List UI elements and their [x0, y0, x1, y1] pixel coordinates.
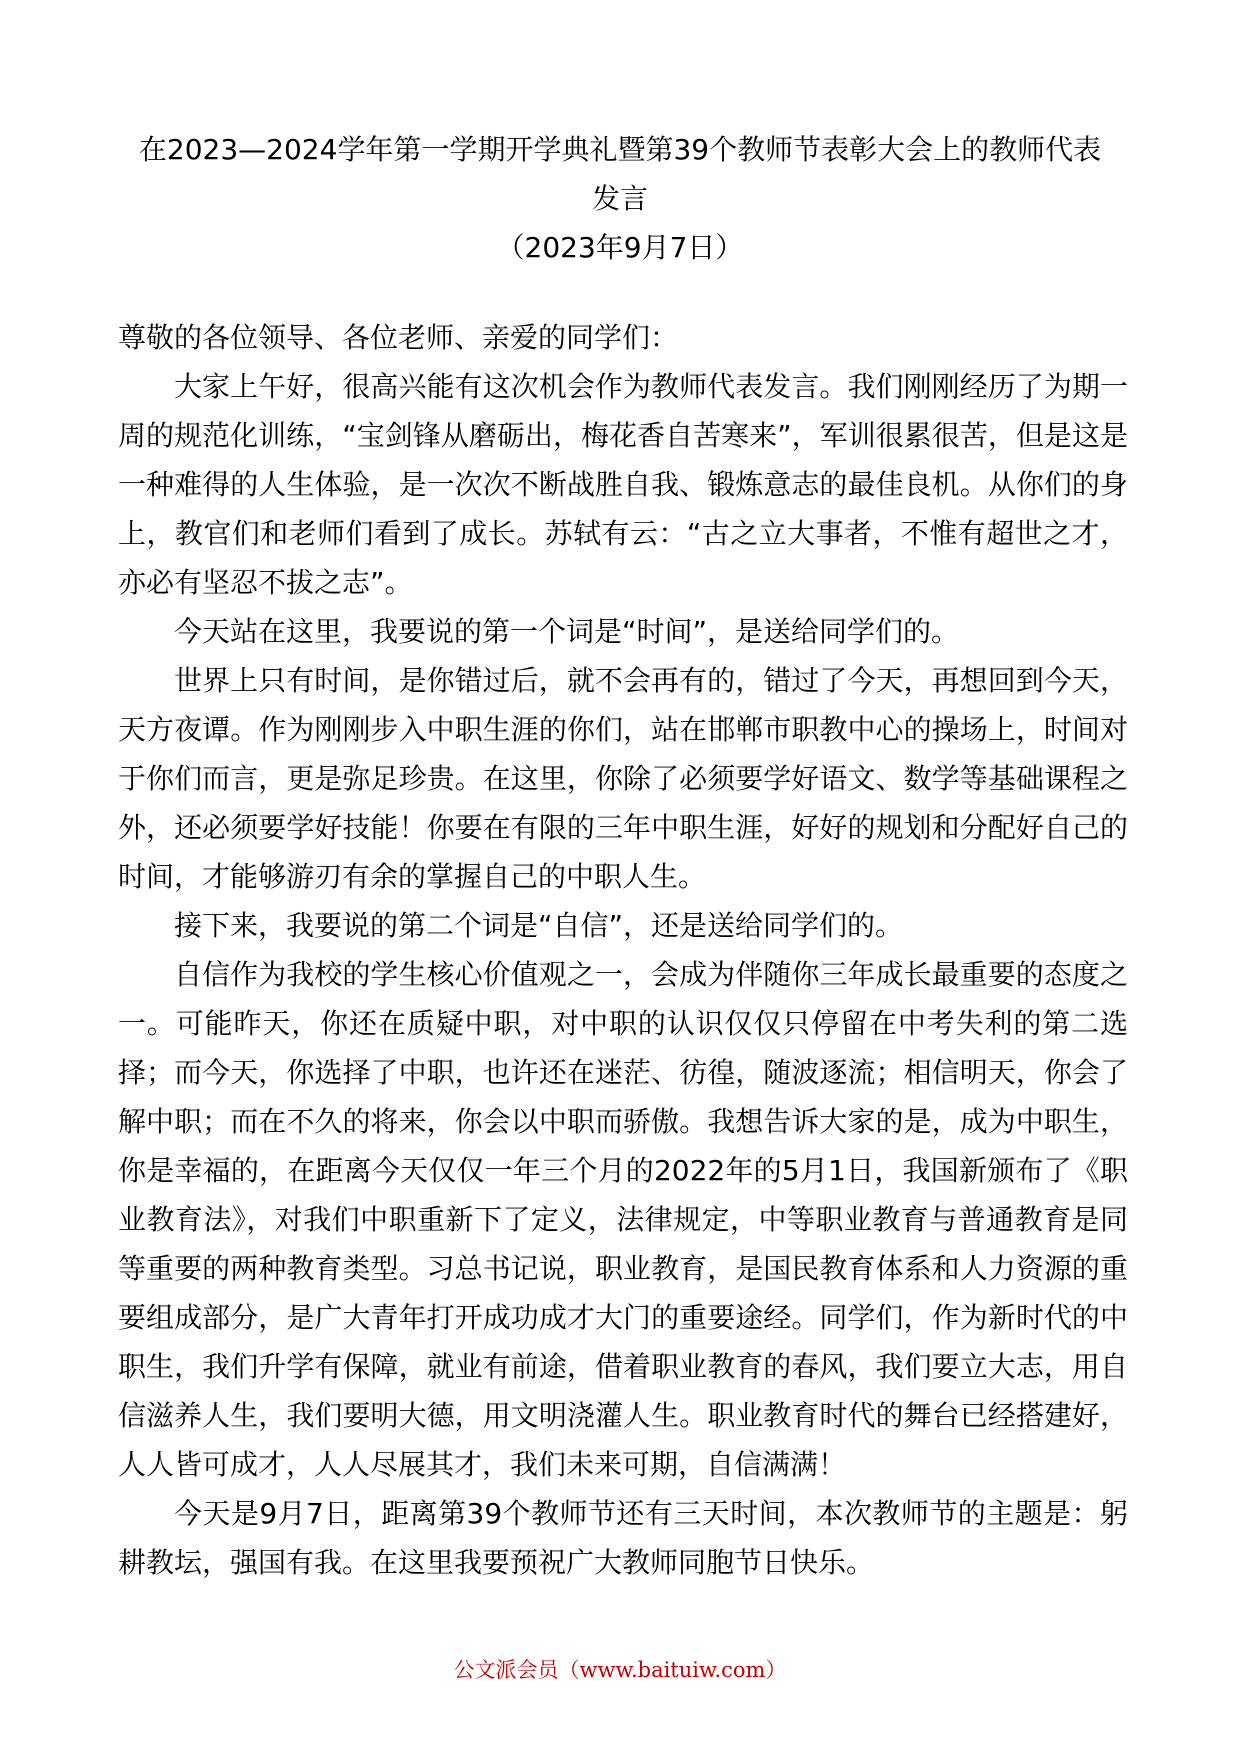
paragraph: 接下来，我要说的第二个词是“自信”，还是送给同学们的。 [174, 909, 904, 942]
document-date: （2023年9月7日） [496, 231, 744, 264]
document-title-line1: 在2023—2024学年第一学期开学典礼暨第39个教师节表彰大会上的教师代表 [138, 133, 1102, 166]
document-title-block [110, 125, 1130, 272]
paragraph: 今天是9月7日，距离第39个教师节还有三天时间，本次教师节的主题是：躬耕教坛，强国有我。在这里我要预祝广大教师同胞节日快乐。 [118, 1497, 1128, 1579]
salutation: 尊敬的各位领导、各位老师、亲爱的同学们： [118, 321, 679, 354]
footer-watermark: 公文派会员（www.baituiw.com） [453, 1658, 787, 1682]
document-body [118, 313, 1128, 1587]
paragraph: 世界上只有时间，是你错过后，就不会再有的，错过了今天，再想回到今天，天方夜谭。作为刚刚步入中职生涯的你们，站在邯郸市职教中心的操场上，时间对于你们而言，更是弥足珍贵。在这里，你除了必须要学好语文、数学等基础课程之外，还必须要学好技能！你要在有限的三年中职生涯，好好的规划和分配好自己的时间，才能够游刃有余的掌握自己的中职人生。 [118, 664, 1128, 893]
paragraph: 今天站在这里，我要说的第一个词是“时间”，是送给同学们的。 [174, 615, 960, 648]
paragraph: 大家上午好，很高兴能有这次机会作为教师代表发言。我们刚刚经历了为期一周的规范化训练，“宝剑锋从磨砺出，梅花香自苦寒来”，军训很累很苦，但是这是一种难得的人生体验，是一次次不断战胜自我、锻炼意志的最佳良机。从你们的身上，教官们和老师们看到了成长。苏轼有云：“古之立大事者，不惟有超世之才，亦必有坚忍不拔之志”。 [118, 370, 1128, 599]
paragraph: 自信作为我校的学生核心价值观之一，会成为伴随你三年成长最重要的态度之一。可能昨天，你还在质疑中职，对中职的认识仅仅只停留在中考失利的第二选择；而今天，你选择了中职，也许还在迷茫、彷徨，随波逐流；相信明天，你会了解中职；而在不久的将来，你会以中职而骄傲。我想告诉大家的是，成为中职生，你是幸福的，在距离今天仅仅一年三个月的2022年的5月1日，我国新颁布了《职业教育法》，对我们中职重新下了定义，法律规定，中等职业教育与普通教育是同等重要的两种教育类型。习总书记说，职业教育，是国民教育体系和人力资源的重要组成部分，是广大青年打开成功成才大门的重要途经。同学们，作为新时代的中职生，我们升学有保障，就业有前途，借着职业教育的春风，我们要立大志，用自信滋养人生，我们要明大德，用文明浇灌人生。职业教育时代的舞台已经搭建好，人人皆可成才，人人尽展其才，我们未来可期，自信满满！ [118, 958, 1128, 1481]
document-title-line2: 发言 [591, 182, 648, 215]
